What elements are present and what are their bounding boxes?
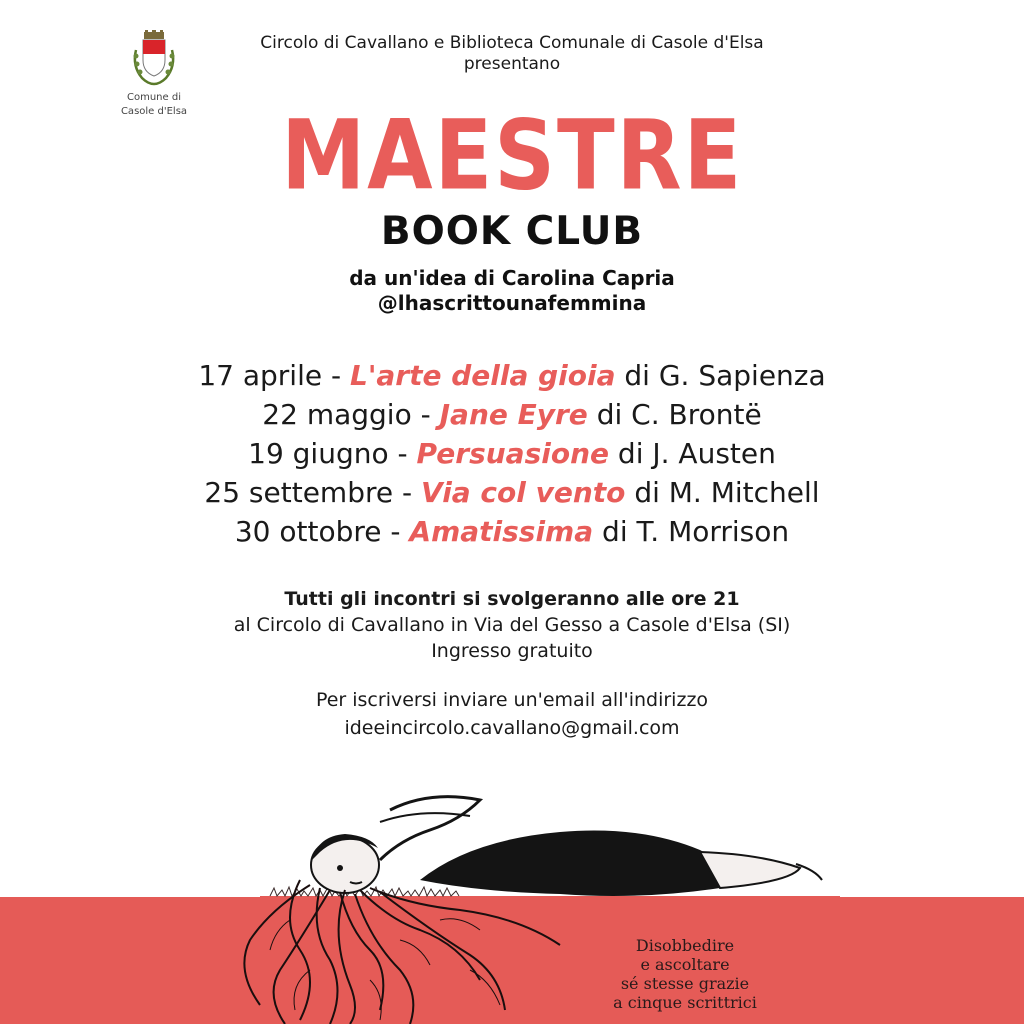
meeting-schedule <box>0 356 1024 551</box>
book-title: Persuasione <box>416 437 610 470</box>
schedule-date: 30 ottobre - <box>234 515 410 548</box>
logo-word: MAESTRE <box>280 99 744 212</box>
presenters-verb: presentano <box>463 54 561 74</box>
event-info <box>0 586 1024 664</box>
book-author: di C. Brontë <box>587 398 762 431</box>
book-author: di J. Austen <box>609 437 776 470</box>
social-handle: @lhascrittounafemmina <box>377 291 647 315</box>
signup-info <box>0 686 1024 742</box>
book-author: di T. Morrison <box>593 515 790 548</box>
book-title: Via col vento <box>421 476 626 509</box>
schedule-date: 22 maggio - <box>262 398 440 431</box>
tagline-line: sé stesse grazie <box>620 974 750 993</box>
crest-label-line2: Casole d'Elsa <box>120 106 188 117</box>
schedule-date: 25 settembre - <box>204 476 422 509</box>
presenters <box>0 33 1024 75</box>
event-place: al Circolo di Cavallano in Via del Gesso a Casole d'Elsa (SI) <box>233 614 791 636</box>
maestre-logo <box>0 99 1024 212</box>
schedule-item <box>0 356 1024 395</box>
book-cover-tagline <box>600 936 770 1012</box>
presenters-line: Circolo di Cavallano e Biblioteca Comunale di Casole d'Elsa <box>260 33 764 53</box>
schedule-date: 17 aprile - <box>198 359 350 392</box>
book-author: di M. Mitchell <box>625 476 820 509</box>
idea-line: da un'idea di Carolina Capria <box>349 266 675 290</box>
book-author: di G. Sapienza <box>615 359 826 392</box>
event-entry: Ingresso gratuito <box>431 640 593 662</box>
reclining-woman-illustration <box>0 770 1024 1024</box>
book-club-subtitle: BOOK CLUB <box>380 209 644 254</box>
signup-email[interactable]: ideeincircolo.cavallano@gmail.com <box>344 717 680 739</box>
crest-label-line1: Comune di <box>127 92 181 103</box>
schedule-item <box>0 434 1024 473</box>
book-title: Jane Eyre <box>439 398 588 431</box>
tagline-line: e ascoltare <box>640 955 730 974</box>
idea-credit <box>0 266 1024 316</box>
book-title: Amatissima <box>409 515 594 548</box>
schedule-date: 19 giugno - <box>248 437 417 470</box>
tagline-line: a cinque scrittrici <box>613 993 757 1012</box>
signup-instructions: Per iscriversi inviare un'email all'indirizzo <box>315 689 709 711</box>
schedule-item <box>0 473 1024 512</box>
event-time: Tutti gli incontri si svolgeranno alle ore 21 <box>284 588 740 610</box>
book-title: L'arte della gioia <box>350 359 616 392</box>
tagline-line: Disobbedire <box>635 936 735 955</box>
schedule-item <box>0 512 1024 551</box>
schedule-item <box>0 395 1024 434</box>
